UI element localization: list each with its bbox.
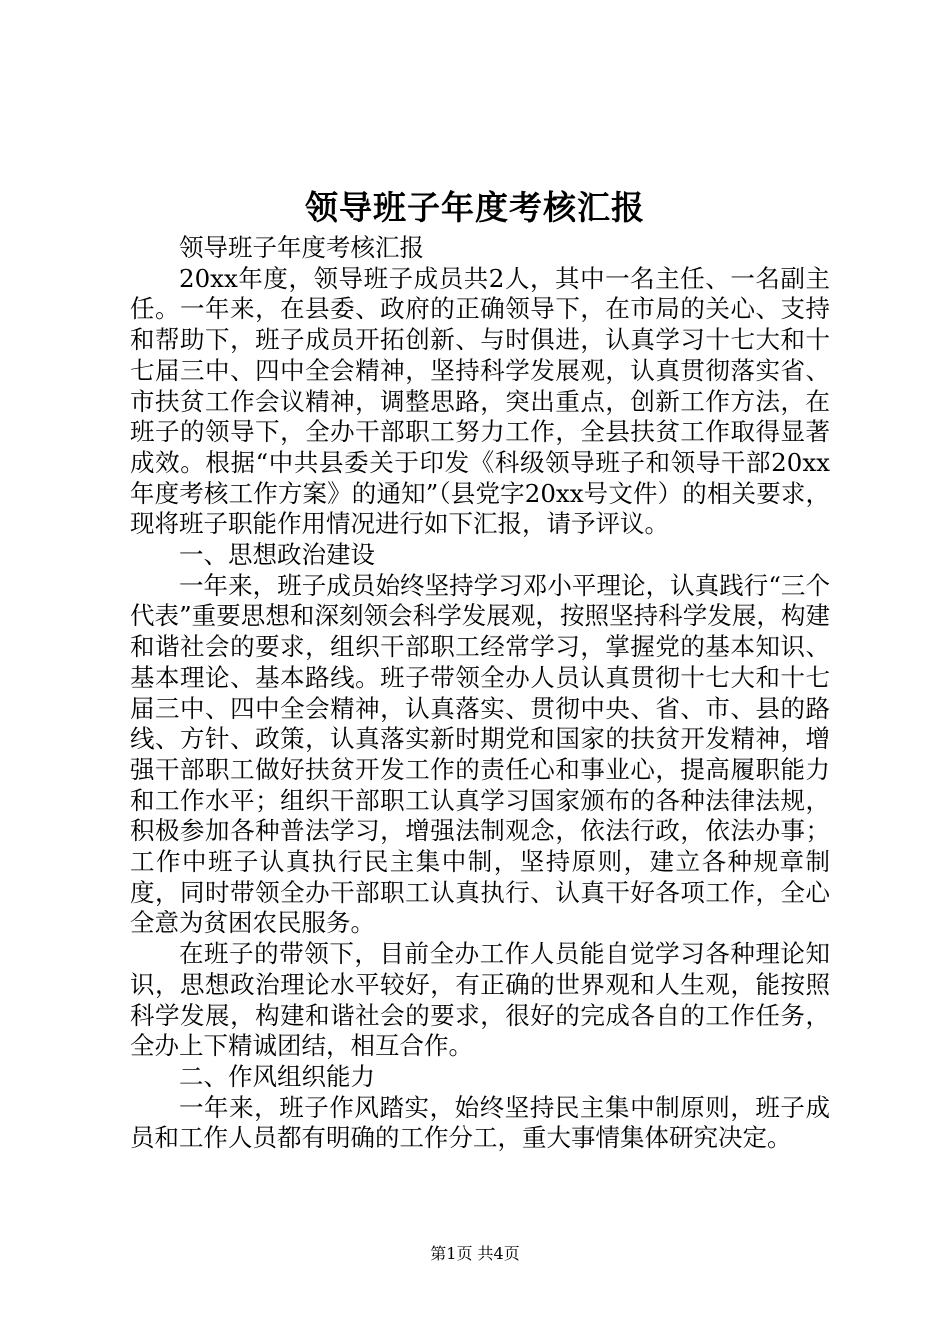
section-heading-style: 二、作风组织能力 bbox=[179, 1061, 375, 1091]
team-paragraph: 在班子的带领下，目前全办工作人员能自觉学习各种理论知识，思想政治理论水平较好，有正确的世界观和人生观，能按照科学发展，构建和谐社会的要求，很好的完成各自的工作任务，全办上下精诚团结，相互合作。 bbox=[130, 939, 830, 1061]
document-body bbox=[130, 233, 830, 1154]
intro-paragraph: 20xx年度，领导班子成员共2人，其中一名主任、一名副主任。一年来，在县委、政府的正确领导下，在市局的关心、支持和帮助下，班子成员开拓创新、与时俱进，认真学习十七大和十七届三中、四中全会精神，坚持科学发展观，认真贯彻落实省、市扶贫工作会议精神，调整思路，突出重点，创新工作方法，在班子的领导下，全办干部职工努力工作，全县扶贫工作取得显著成效。根据“中共县委关于印发《科级领导班子和领导干部20xx年度考核工作方案》的通知”（县党字20xx号文件）的相关要求，现将班子职能作用情况进行如下汇报，请予评议。 bbox=[130, 263, 830, 539]
political-paragraph: 一年来，班子成员始终坚持学习邓小平理论，认真践行“三个代表”重要思想和深刻领会科学发展观，按照坚持科学发展，构建和谐社会的要求，组织干部职工经常学习，掌握党的基本知识、基本理论、基本路线。班子带领全办人员认真贯彻十七大和十七届三中、四中全会精神，认真落实、贯彻中央、省、市、县的路线、方针、政策，认真落实新时期党和国家的扶贫开发精神，增强干部职工做好扶贫开发工作的责任心和事业心，提高履职能力和工作水平；组织干部职工认真学习国家颁布的各种法律法规，积极参加各种普法学习，增强法制观念，依法行政，依法办事；工作中班子认真执行民主集中制，坚持原则，建立各种规章制度，同时带领全办干部职工认真执行、认真干好各项工作，全心全意为贫困农民服务。 bbox=[130, 570, 830, 938]
section-heading-political: 一、思想政治建设 bbox=[179, 540, 375, 570]
style-paragraph: 一年来，班子作风踏实，始终坚持民主集中制原则，班子成员和工作人员都有明确的工作分工，重大事情集体研究决定。 bbox=[130, 1092, 830, 1153]
document-title: 领导班子年度考核汇报 bbox=[305, 188, 645, 227]
subtitle-paragraph: 领导班子年度考核汇报 bbox=[179, 233, 424, 262]
page-footer: 第1页 共4页 bbox=[430, 1244, 520, 1263]
